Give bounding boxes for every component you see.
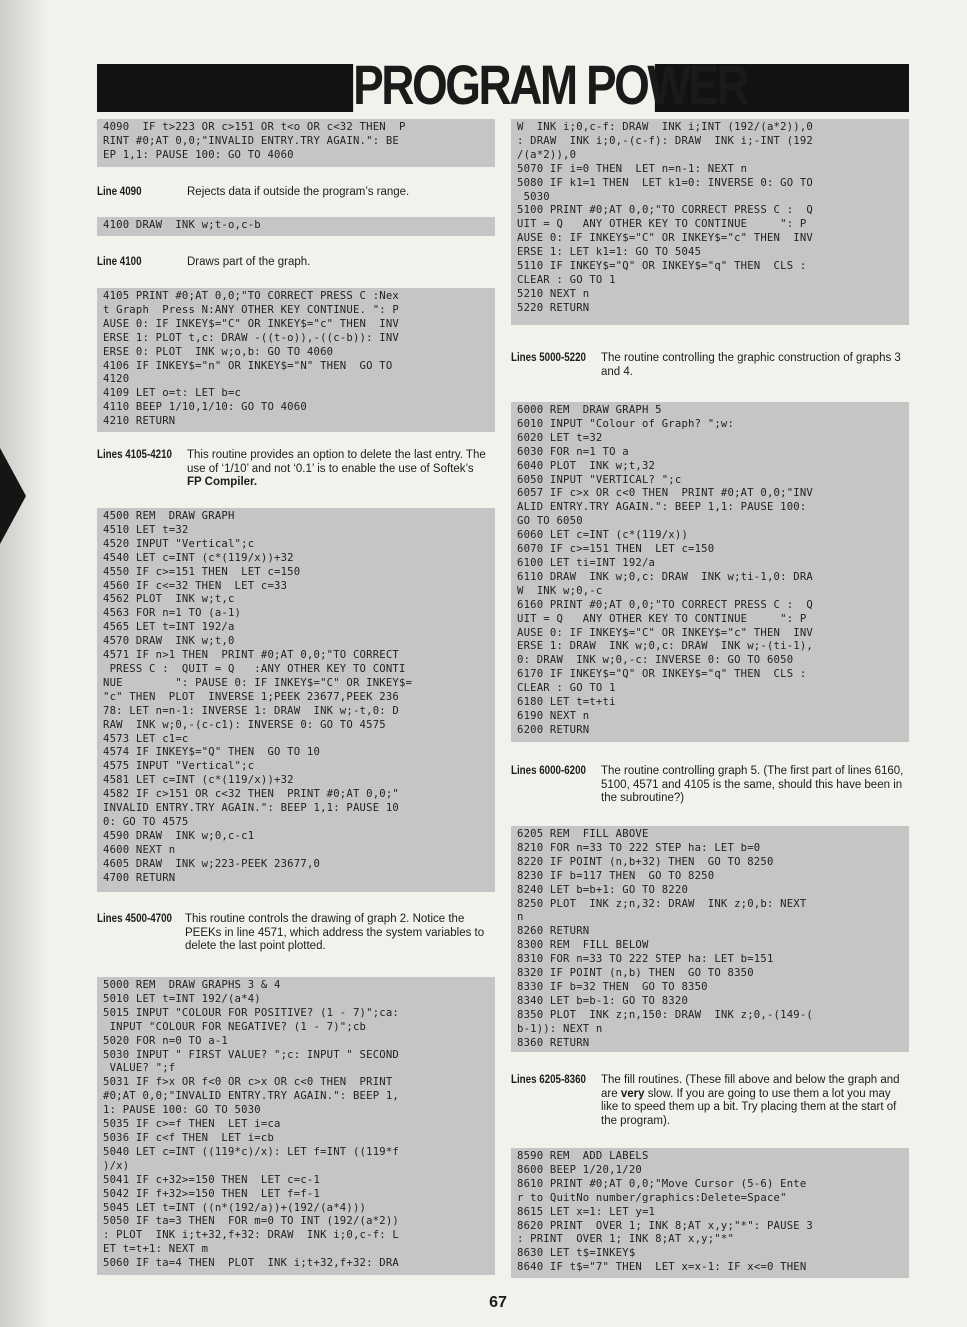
code-line: r to QuitNo number/graphics:Delete=Space" — [517, 1191, 787, 1204]
code-line: 4100 DRAW INK w;t-o,c-b — [103, 219, 261, 231]
code-line: 4575 INPUT "Vertical";c — [103, 760, 255, 773]
code-line: 4210 RETURN — [103, 415, 176, 428]
code-line: 5210 NEXT n — [517, 287, 590, 300]
code-line: ERSE 1: PLOT t,c: DRAW -((t-o)),-((c-b)): INV — [103, 331, 400, 344]
code-line: 5036 IF c<f THEN LET i=cb — [103, 1131, 275, 1144]
code-block-6000 — [511, 402, 909, 742]
code-line: RAW INK w;0,-(c-c1): INVERSE 0: GO TO 4575 — [103, 718, 386, 731]
code-line: 8620 PRINT OVER 1; INK 8;AT x,y;"*": PAUSE 3 — [517, 1219, 814, 1232]
code-line: 5031 IF f>x OR f<0 OR c>x OR c<0 THEN PRINT — [103, 1076, 393, 1089]
code-line: 4120 — [103, 373, 130, 386]
code-line: 4550 IF c>=151 THEN LET c=150 — [103, 565, 301, 578]
annotation-text: The routine controlling the graphic construction of graphs 3 and 4. — [601, 352, 901, 378]
code-line: 8230 IF b=117 THEN GO TO 8250 — [517, 869, 715, 882]
code-line: 8350 PLOT INK z;n,150: DRAW INK z;0,-(149-( — [517, 1008, 814, 1021]
code-line: 6180 LET t=t+ti — [517, 696, 616, 709]
annotation-line-4090 — [97, 186, 497, 202]
annotation-text: Draws part of the graph. — [187, 256, 311, 268]
code-line: RINT #0;AT 0,0;"INVALID ENTRY.TRY AGAIN.": BE — [103, 134, 400, 147]
code-line: 4605 DRAW INK w;223-PEEK 23677,0 — [103, 857, 321, 870]
annotation-label: Lines 4105-4210 — [97, 449, 172, 461]
annotation-label: Line 4100 — [97, 256, 142, 268]
code-line: 5100 PRINT #0;AT 0,0;"TO CORRECT PRESS C : Q — [517, 204, 814, 217]
code-line: AUSE 0: IF INKEY$="C" OR INKEY$="c" THEN INV — [517, 626, 814, 639]
code-line: 5042 IF f+32>=150 THEN LET f=f-1 — [103, 1187, 321, 1200]
code-line: 5015 INPUT "COLOUR FOR POSITIVE? (1 - 7)";ca: — [103, 1006, 400, 1019]
code-line: 8320 IF POINT (n,b) THEN GO TO 8350 — [517, 967, 754, 980]
code-line: 8260 RETURN — [517, 925, 590, 938]
code-line: 4582 IF c>151 OR c<32 THEN PRINT #0;AT 0,0;" — [103, 788, 400, 801]
annotation-label: Lines 6205-8360 — [511, 1074, 586, 1086]
code-line: 4562 PLOT INK w;t,c — [103, 593, 235, 606]
code-line: 6010 INPUT "Colour of Graph? ";w: — [517, 417, 735, 430]
code-line: "c" THEN PLOT INVERSE 1;PEEK 23677,PEEK 236 — [103, 690, 400, 703]
code-line: 8630 LET t$=INKEY$ — [517, 1247, 636, 1260]
annotation-label: Lines 5000-5220 — [511, 352, 586, 364]
code-line: CLEAR : GO TO 1 — [517, 273, 616, 286]
code-line: AUSE 0: IF INKEY$="C" OR INKEY$="c" THEN INV — [517, 232, 814, 245]
code-line: 5050 IF ta=3 THEN FOR m=0 TO INT (192/(a*2)) — [103, 1215, 400, 1228]
code-line: INPUT "COLOUR FOR NEGATIVE? (1 - 7)";cb — [103, 1020, 367, 1033]
annotation-text: This routine provides an option to delete the last entry. The use of ‘1/10’ and not ‘0.1’ is to enable the use of Softek’s FP Compiler. — [187, 449, 486, 488]
code-line: ERSE 1: DRAW INK w;0,c: DRAW INK w;-(ti-1), — [517, 640, 814, 653]
code-line: 6000 REM DRAW GRAPH 5 — [517, 404, 662, 416]
code-line: 78: LET n=n-1: INVERSE 1: DRAW INK w;-t,0: D — [103, 704, 400, 717]
code-line: 4574 IF INKEY$="Q" THEN GO TO 10 — [103, 746, 321, 759]
code-line: 4571 IF n>1 THEN PRINT #0;AT 0,0;"TO CORRECT — [103, 649, 400, 662]
book-spine-shadow — [0, 0, 48, 1327]
code-line: 8220 IF POINT (n,b+32) THEN GO TO 8250 — [517, 855, 774, 868]
code-block-4500 — [97, 508, 495, 892]
code-line: 4109 LET o=t: LET b=c — [103, 387, 242, 400]
page-number: 67 — [489, 1294, 507, 1311]
annotation-lines-6000-6200 — [511, 765, 909, 809]
annotation-label: Lines 6000-6200 — [511, 765, 586, 777]
code-line: #0;AT 0,0;"INVALID ENTRY.TRY AGAIN.": BEEP 1, — [103, 1090, 400, 1103]
code-line: 5110 IF INKEY$="Q" OR INKEY$="q" THEN CLS : — [517, 260, 807, 273]
code-line: 4540 LET c=INT (c*(119/x))+32 — [103, 551, 294, 564]
code-block-8590 — [511, 1148, 909, 1278]
code-line: INVALID ENTRY.TRY AGAIN.": BEEP 1,1: PAUSE 10 — [103, 802, 400, 815]
annotation-text: The routine controlling graph 5. (The first part of lines 6160, 5100, 4571 and 4105 is the same, should this have been in the subroutine?) — [601, 765, 904, 804]
annotation-emphasis: very — [620, 1087, 645, 1100]
code-line: NUE ": PAUSE 0: IF INKEY$="C" OR INKEY$= — [103, 676, 413, 689]
code-line: 8640 IF t$="7" THEN LET x=x-1: IF x<=0 THEN — [517, 1261, 807, 1274]
code-line: ET t=t+1: NEXT m — [103, 1243, 209, 1256]
code-line: 4573 LET c1=c — [103, 732, 189, 745]
code-line: 5041 IF c+32>=150 THEN LET c=c-1 — [103, 1173, 321, 1186]
code-line: PRESS C : QUIT = Q :ANY OTHER KEY TO CONTI — [103, 662, 406, 675]
annotation-label: Line 4090 — [97, 186, 142, 198]
code-line: W INK w;0,-c — [517, 584, 603, 597]
code-line: 6030 FOR n=1 TO a — [517, 445, 629, 458]
code-line: t Graph Press N:ANY OTHER KEY CONTINUE. ": P — [103, 303, 400, 316]
code-line: 5010 LET t=INT 192/(a*4) — [103, 992, 261, 1005]
code-line: 4090 IF t>223 OR c>151 OR t<o OR c<32 THEN P — [103, 121, 406, 133]
code-line: 8615 LET x=1: LET y=1 — [517, 1205, 656, 1218]
code-line: 1: PAUSE 100: GO TO 5030 — [103, 1104, 261, 1117]
code-line: 6160 PRINT #0;AT 0,0;"TO CORRECT PRESS C : Q — [517, 598, 814, 611]
code-line: 8360 RETURN — [517, 1036, 590, 1049]
code-line: 6110 DRAW INK w;0,c: DRAW INK w;ti-1,0: DRA — [517, 570, 814, 583]
code-line: CLEAR : GO TO 1 — [517, 682, 616, 695]
code-line: 4563 FOR n=1 TO (a-1) — [103, 607, 242, 620]
code-block-4100 — [97, 217, 495, 236]
annotation-lines-5000-5220 — [511, 352, 909, 382]
code-line: EP 1,1: PAUSE 100: GO TO 4060 — [103, 148, 294, 161]
code-line: 4600 NEXT n — [103, 843, 176, 856]
code-line: : PLOT INK i;t+32,f+32: DRAW INK i;0,c-f: L — [103, 1229, 400, 1242]
page-edge-arrow-icon — [0, 448, 26, 544]
code-line: 8340 LET b=b-1: GO TO 8320 — [517, 994, 689, 1007]
code-line: 8590 REM ADD LABELS — [517, 1150, 649, 1162]
code-line: 4520 INPUT "Vertical";c — [103, 537, 255, 550]
code-line: W INK i;0,c-f: DRAW INK i;INT (192/(a*2)),0 — [517, 121, 814, 133]
code-line: 5045 LET t=INT ((n*(192/a))+(192/(a*4))) — [103, 1201, 367, 1214]
code-line: 5030 — [517, 190, 550, 203]
code-line: UIT = Q ANY OTHER KEY TO CONTINUE ": P — [517, 218, 807, 231]
code-line: 4560 IF c<=32 THEN LET c=33 — [103, 579, 288, 592]
code-block-4105 — [97, 288, 495, 432]
code-line: 6205 REM FILL ABOVE — [517, 828, 649, 840]
annotation-lines-4500-4700 — [97, 913, 497, 955]
code-line: AUSE 0: IF INKEY$="C" OR INKEY$="c" THEN INV — [103, 317, 400, 330]
code-line: 6060 LET c=INT (c*(119/x)) — [517, 529, 689, 542]
code-line: 5030 INPUT " FIRST VALUE? ";c: INPUT " SECOND — [103, 1048, 400, 1061]
code-line: 5080 IF k1=1 THEN LET k1=0: INVERSE 0: GO TO — [517, 176, 814, 189]
code-line: b-1)): NEXT n — [517, 1022, 603, 1035]
code-line: 6040 PLOT INK w;t,32 — [517, 459, 656, 472]
code-line: 5070 IF i=0 THEN LET n=n-1: NEXT n — [517, 162, 748, 175]
code-line: 4570 DRAW INK w;t,0 — [103, 635, 235, 648]
code-line: 8240 LET b=b+1: GO TO 8220 — [517, 883, 689, 896]
code-line: 8330 IF b=32 THEN GO TO 8350 — [517, 980, 708, 993]
annotation-bold: FP Compiler. — [187, 476, 258, 488]
code-line: 5060 IF ta=4 THEN PLOT INK i;t+32,f+32: DRA — [103, 1257, 400, 1270]
code-line: 0: GO TO 4575 — [103, 815, 189, 828]
code-line: 8300 REM FILL BELOW — [517, 939, 649, 952]
code-line: GO TO 6050 — [517, 515, 583, 528]
code-block-5060-cont — [511, 119, 909, 325]
code-line: ALID ENTRY.TRY AGAIN.": BEEP 1,1: PAUSE 100: — [517, 501, 807, 514]
code-line: 6100 LET ti=INT 192/a — [517, 556, 656, 569]
code-line: 6070 IF c>=151 THEN LET c=150 — [517, 543, 715, 556]
code-line: 8310 FOR n=33 TO 222 STEP ha: LET b=151 — [517, 953, 774, 966]
code-line: 8210 FOR n=33 TO 222 STEP ha: LET b=0 — [517, 841, 761, 854]
code-line: 4565 LET t=INT 192/a — [103, 621, 235, 634]
code-line: : DRAW INK i;0,-(c-f): DRAW INK i;-INT (192 — [517, 134, 814, 147]
code-line: 4500 REM DRAW GRAPH — [103, 510, 235, 522]
code-line: 6200 RETURN — [517, 723, 590, 736]
annotation-text: The fill routines. (These fill above and below the graph and are very slow. If you are going to use them a lot you may like to speed them up a bit. Try placing them at the start of the program). — [601, 1074, 900, 1127]
code-block-5000 — [97, 977, 495, 1275]
code-line: : PRINT OVER 1; INK 8;AT x,y;"*" — [517, 1233, 735, 1246]
annotation-lines-6205-8360 — [511, 1074, 909, 1130]
code-line: )/x) — [103, 1159, 130, 1172]
code-line: 6050 INPUT "VERTICAL? ";c — [517, 473, 682, 486]
code-line: 5000 REM DRAW GRAPHS 3 & 4 — [103, 979, 281, 991]
code-line: 4110 BEEP 1/10,1/10: GO TO 4060 — [103, 401, 307, 414]
code-line: UIT = Q ANY OTHER KEY TO CONTINUE ": P — [517, 612, 807, 625]
page-title: PROGRAM POWER — [353, 53, 748, 116]
code-line: n — [517, 911, 524, 924]
code-line: 4700 RETURN — [103, 871, 176, 884]
code-line: 6020 LET t=32 — [517, 431, 603, 444]
code-line: 6170 IF INKEY$="Q" OR INKEY$="q" THEN CLS : — [517, 668, 807, 681]
annotation-text: Rejects data if outside the program’s range. — [187, 186, 410, 198]
code-line: 5020 FOR n=0 TO a-1 — [103, 1034, 228, 1047]
code-line: 0: DRAW INK w;0,-c: INVERSE 0: GO TO 6050 — [517, 654, 794, 667]
code-line: 8600 BEEP 1/20,1/20 — [517, 1163, 642, 1176]
annotation-text: This routine controls the drawing of graph 2. Notice the PEEKs in line 4571, which address the system variables to delete the last point plotted. — [185, 913, 485, 952]
code-line: 4590 DRAW INK w;0,c-c1 — [103, 829, 255, 842]
code-line: ERSE 0: PLOT INK w;o,b: GO TO 4060 — [103, 345, 334, 358]
annotation-line-4100 — [97, 256, 497, 272]
code-line: 4581 LET c=INT (c*(119/x))+32 — [103, 774, 294, 787]
code-line: 4510 LET t=32 — [103, 523, 189, 536]
annotation-lines-4105-4210 — [97, 449, 497, 491]
code-line: 5040 LET c=INT ((119*c)/x): LET f=INT ((119*f — [103, 1145, 400, 1158]
code-line: 6057 IF c>x OR c<0 THEN PRINT #0;AT 0,0;"INV — [517, 487, 814, 500]
code-block-6205 — [511, 826, 909, 1052]
annotation-label: Lines 4500-4700 — [97, 913, 172, 925]
code-line: ERSE 1: LET k1=1: GO TO 5045 — [517, 246, 702, 259]
code-block-4090 — [97, 119, 495, 167]
code-line: 4105 PRINT #0;AT 0,0;"TO CORRECT PRESS C :Nex — [103, 290, 400, 302]
code-line: 5035 IF c>=f THEN LET i=ca — [103, 1118, 281, 1131]
code-line: 6190 NEXT n — [517, 709, 590, 722]
code-line: 8250 PLOT INK z;n,32: DRAW INK z;0,b: NEXT — [517, 897, 807, 910]
code-line: 4106 IF INKEY$="n" OR INKEY$="N" THEN GO TO — [103, 359, 393, 372]
code-line: 5220 RETURN — [517, 301, 590, 314]
code-line: /(a*2)),0 — [517, 148, 577, 161]
code-line: VALUE? ";f — [103, 1062, 176, 1075]
code-line: 8610 PRINT #0;AT 0,0;"Move Cursor (5-6) Ente — [517, 1177, 807, 1190]
